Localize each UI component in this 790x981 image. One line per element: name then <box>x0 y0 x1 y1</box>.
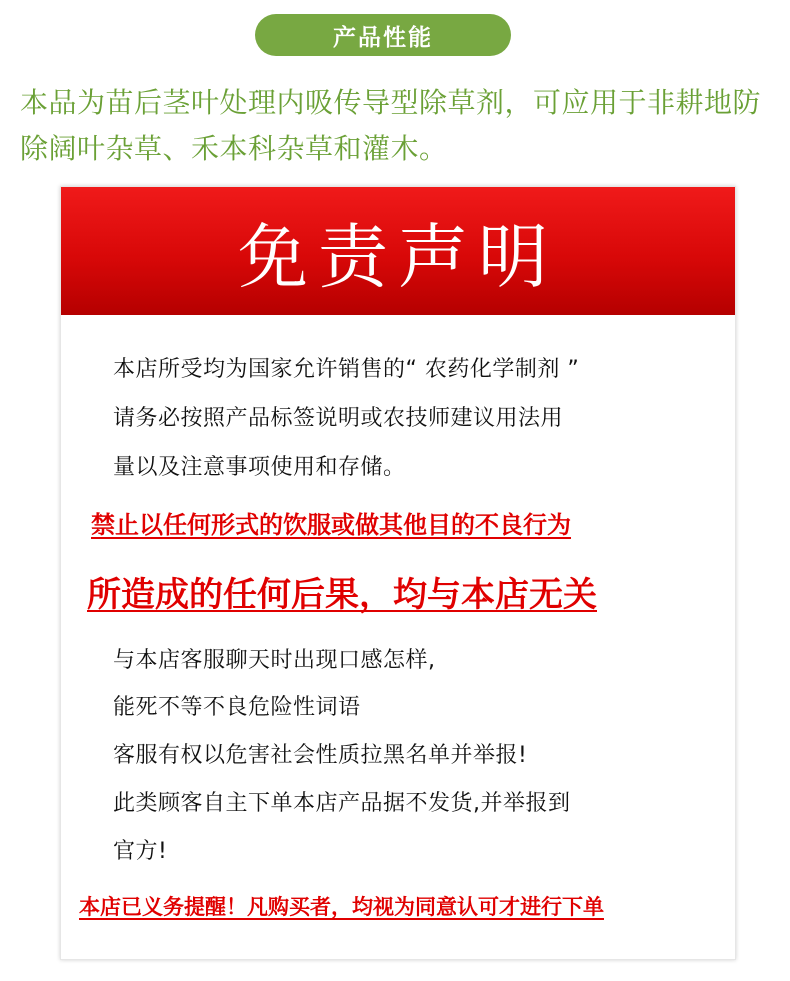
policy-line: 与本店客服聊天时出现口感怎样, <box>113 648 436 673</box>
policy-line: 能死不等不良危险性词语 <box>113 695 361 720</box>
policy-line: 官方! <box>113 839 168 864</box>
intro-paragraph: 本品为苗后茎叶处理内吸传导型除草剂，可应用于非耕地防除阔叶杂草、禾本科杂草和灌木。 <box>20 86 762 165</box>
policy-line: 此类顾客自主下单本店产品据不发货,并举报到 <box>113 791 571 816</box>
section-pill-label: 产品性能 <box>333 24 433 51</box>
notice-line: 本店所受均为国家允许销售的“ 农药化学制剂 ” <box>113 357 580 382</box>
warning-headline: 所造成的任何后果，均与本店无关 <box>87 575 597 615</box>
warning-line: 禁止以任何形式的饮服或做其他目的不良行为 <box>91 511 571 539</box>
notice-line: 请务必按照产品标签说明或农技师建议用法用 <box>113 406 564 431</box>
disclaimer-card <box>60 186 736 960</box>
disclaimer-header <box>61 187 735 315</box>
notice-line: 量以及注意事项使用和存储。 <box>113 455 406 480</box>
footer-notice: 本店已义务提醒！凡购买者，均视为同意认可才进行下单 <box>79 895 604 919</box>
policy-line: 客服有权以危害社会性质拉黑名单并举报! <box>113 743 528 768</box>
section-pill-product-performance <box>255 14 511 56</box>
disclaimer-title: 免责声明 <box>238 215 558 298</box>
